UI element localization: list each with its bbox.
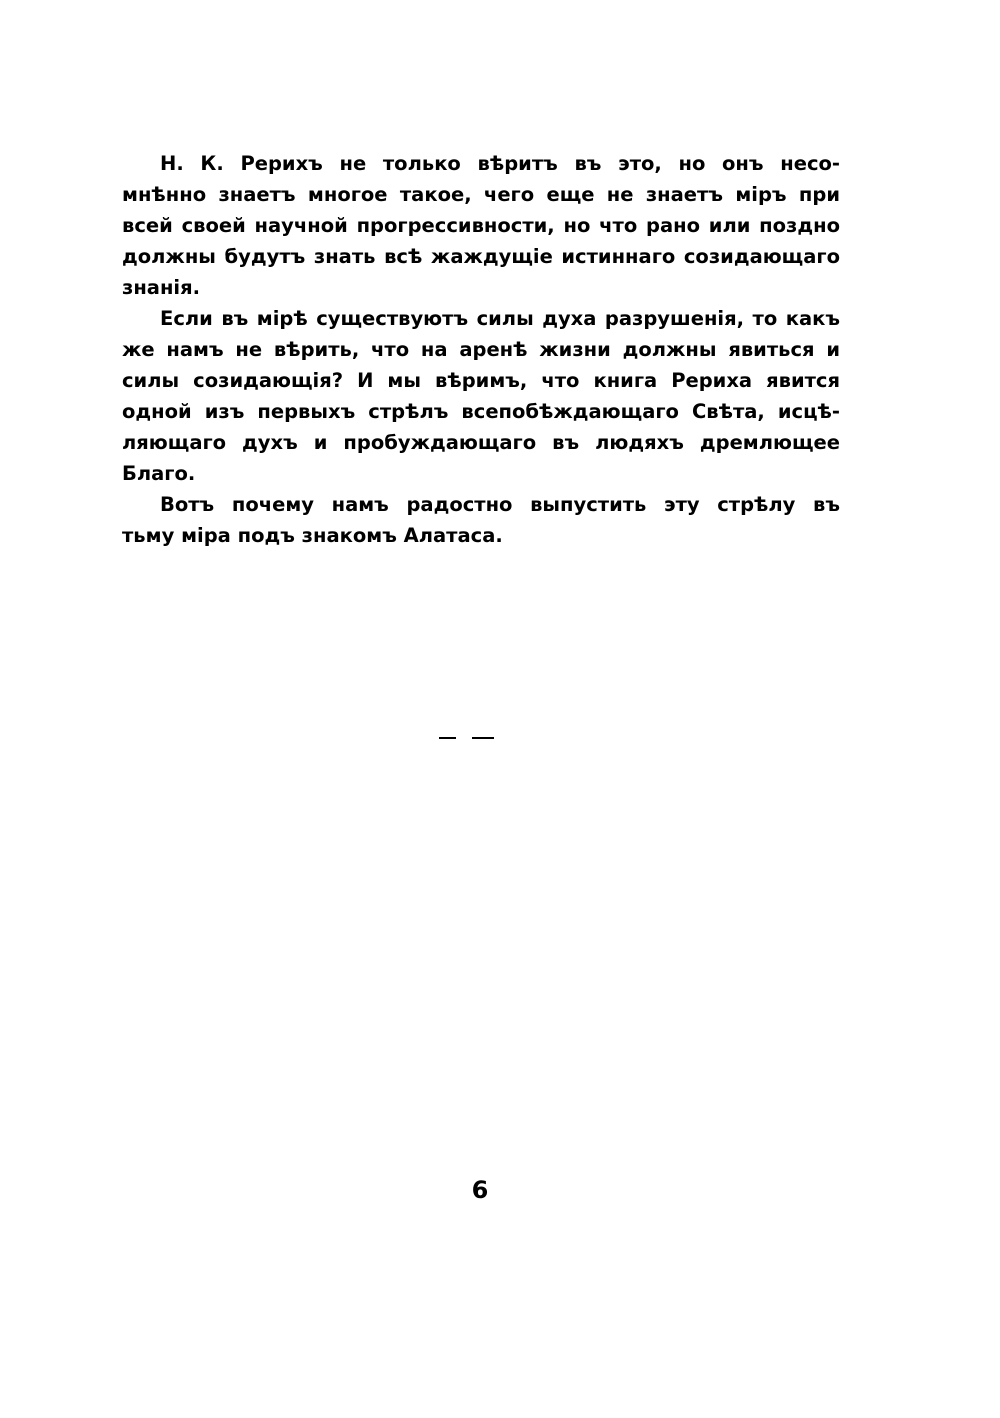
text-line: знанія. [122,276,201,299]
text-line: тьму міра подъ знакомъ Алатаса. [122,524,503,547]
text-line: всей своей научной прогрессивности, но что рано или поздно [122,214,840,237]
text-line: Н. К. Рерихъ не только вѣритъ въ это, но онъ несо- [160,152,840,175]
section-separator [439,737,495,740]
text-line: Если въ мірѣ существуютъ силы духа разрушенія, то какъ [160,307,840,330]
paragraph [122,148,840,303]
text-line: мнѣнно знаетъ многое такое, чего еще не знаетъ міръ при [122,183,840,206]
paragraph [122,303,840,489]
page-number: 6 [471,1176,489,1204]
text-line: ляющаго духъ и пробуждающаго въ людяхъ дремлющее [122,431,840,454]
separator-dash [439,737,456,739]
text-line: должны будутъ знать всѣ жаждущіе истиннаго созидающаго [122,245,840,268]
text-line: силы созидающія? И мы вѣримъ, что книга Рериха явится [122,369,840,392]
text-line: одной изъ первыхъ стрѣлъ всепобѣждающаго Свѣта, исцѣ- [122,400,840,423]
paragraph [122,489,840,551]
text-line: Вотъ почему намъ радостно выпустить эту стрѣлу въ [160,493,840,516]
separator-dash [472,737,494,739]
text-line: Благо. [122,462,196,485]
body-text [122,148,840,551]
text-line: же намъ не вѣрить, что на аренѣ жизни должны явиться и [122,338,840,361]
